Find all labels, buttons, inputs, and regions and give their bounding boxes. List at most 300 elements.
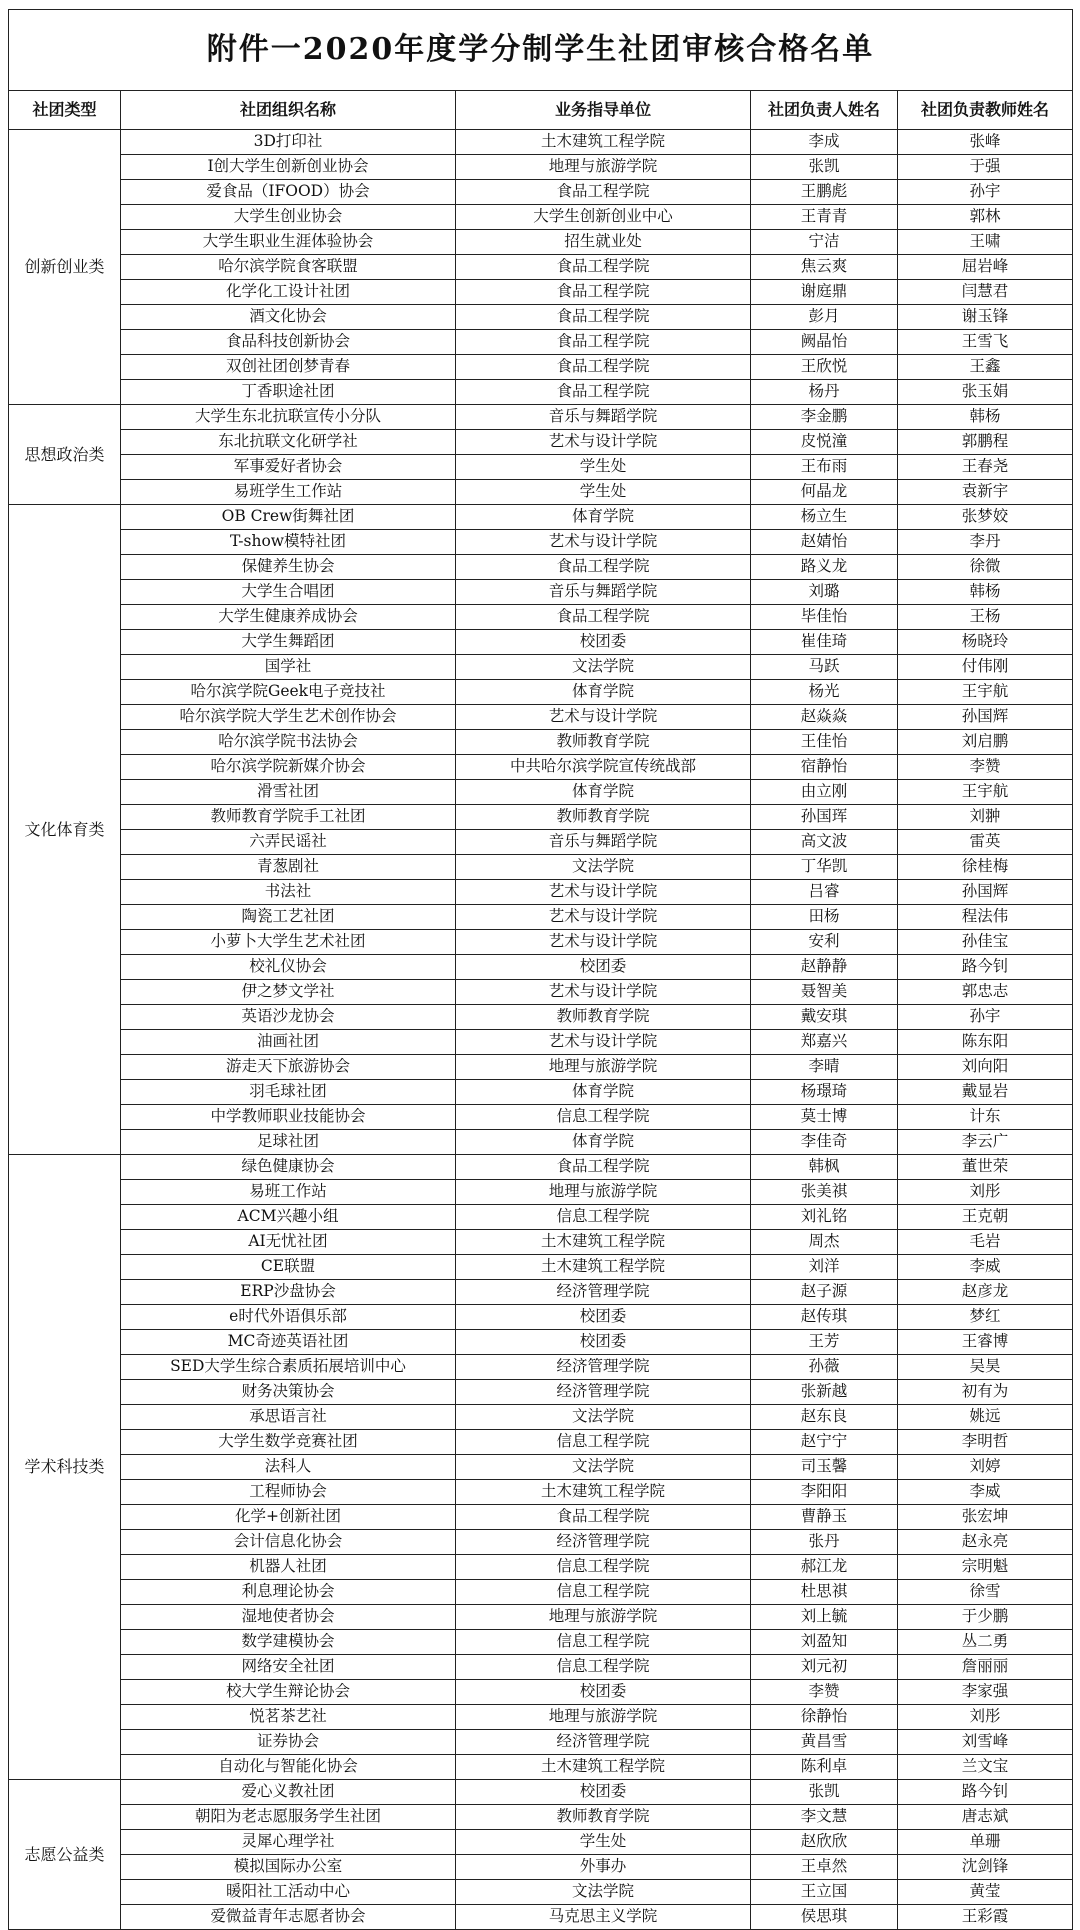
club-name-cell: 灵犀心理学社: [121, 1830, 456, 1855]
roster-table: [8, 9, 1073, 1930]
faculty-advisor-cell: 徐雪: [898, 1580, 1073, 1605]
faculty-advisor-cell: 王彩霞: [898, 1905, 1073, 1930]
club-name-cell: 军事爱好者协会: [121, 455, 456, 480]
faculty-advisor-cell: 路今钊: [898, 1780, 1073, 1805]
faculty-advisor-cell: 刘婷: [898, 1455, 1073, 1480]
student-leader-cell: 徐静怡: [751, 1705, 898, 1730]
faculty-advisor-cell: 王杨: [898, 605, 1073, 630]
student-leader-cell: 赵婧怡: [751, 530, 898, 555]
student-leader-cell: 李文慧: [751, 1805, 898, 1830]
student-leader-cell: 安利: [751, 930, 898, 955]
club-name-cell: ACM兴趣小组: [121, 1205, 456, 1230]
supervising-unit-cell: 教师教育学院: [456, 730, 751, 755]
table-row: [9, 505, 1073, 530]
roster-sheet: [8, 9, 1072, 1926]
club-name-cell: 教师教育学院手工社团: [121, 805, 456, 830]
faculty-advisor-cell: 宗明魁: [898, 1555, 1073, 1580]
student-leader-cell: 彭月: [751, 305, 898, 330]
club-name-cell: 伊之梦文学社: [121, 980, 456, 1005]
supervising-unit-cell: 招生就业处: [456, 230, 751, 255]
student-leader-cell: 谢庭鼎: [751, 280, 898, 305]
supervising-unit-cell: 体育学院: [456, 1080, 751, 1105]
student-leader-cell: 杨立生: [751, 505, 898, 530]
club-name-cell: 大学生职业生涯体验协会: [121, 230, 456, 255]
header-club-type: 社团类型: [9, 91, 121, 130]
student-leader-cell: 赵静静: [751, 955, 898, 980]
club-name-cell: 校礼仪协会: [121, 955, 456, 980]
club-name-cell: 国学社: [121, 655, 456, 680]
table-row: [9, 1205, 1073, 1230]
faculty-advisor-cell: 孙国辉: [898, 880, 1073, 905]
club-name-cell: MC奇迹英语社团: [121, 1330, 456, 1355]
table-row: [9, 1330, 1073, 1355]
faculty-advisor-cell: 董世荣: [898, 1155, 1073, 1180]
student-leader-cell: 赵宁宁: [751, 1430, 898, 1455]
table-row: [9, 730, 1073, 755]
club-name-cell: 东北抗联文化研学社: [121, 430, 456, 455]
table-row: [9, 580, 1073, 605]
student-leader-cell: 赵焱焱: [751, 705, 898, 730]
student-leader-cell: 何晶龙: [751, 480, 898, 505]
supervising-unit-cell: 文法学院: [456, 655, 751, 680]
club-name-cell: 大学生数学竞赛社团: [121, 1430, 456, 1455]
table-row: [9, 1305, 1073, 1330]
faculty-advisor-cell: 于强: [898, 155, 1073, 180]
table-row: [9, 330, 1073, 355]
table-row: [9, 955, 1073, 980]
student-leader-cell: 刘元初: [751, 1655, 898, 1680]
student-leader-cell: 张新越: [751, 1380, 898, 1405]
faculty-advisor-cell: 闫慧君: [898, 280, 1073, 305]
supervising-unit-cell: 地理与旅游学院: [456, 1180, 751, 1205]
table-row: [9, 1630, 1073, 1655]
club-name-cell: 爱微益青年志愿者协会: [121, 1905, 456, 1930]
supervising-unit-cell: 教师教育学院: [456, 1805, 751, 1830]
supervising-unit-cell: 信息工程学院: [456, 1430, 751, 1455]
table-row: [9, 1505, 1073, 1530]
supervising-unit-cell: 经济管理学院: [456, 1530, 751, 1555]
table-row: [9, 180, 1073, 205]
table-row: [9, 380, 1073, 405]
club-name-cell: AI无忧社团: [121, 1230, 456, 1255]
supervising-unit-cell: 土木建筑工程学院: [456, 130, 751, 155]
faculty-advisor-cell: 詹丽丽: [898, 1655, 1073, 1680]
faculty-advisor-cell: 戴显岩: [898, 1080, 1073, 1105]
table-row: [9, 1705, 1073, 1730]
student-leader-cell: 李阳阳: [751, 1480, 898, 1505]
faculty-advisor-cell: 沈剑锋: [898, 1855, 1073, 1880]
student-leader-cell: 郑嘉兴: [751, 1030, 898, 1055]
club-name-cell: 大学生健康养成协会: [121, 605, 456, 630]
table-row: [9, 1430, 1073, 1455]
supervising-unit-cell: 食品工程学院: [456, 180, 751, 205]
student-leader-cell: 孙国珲: [751, 805, 898, 830]
student-leader-cell: 杨丹: [751, 380, 898, 405]
supervising-unit-cell: 食品工程学院: [456, 605, 751, 630]
supervising-unit-cell: 信息工程学院: [456, 1555, 751, 1580]
document-title: 附件一2020年度学分制学生社团审核合格名单: [9, 10, 1073, 91]
club-name-cell: 哈尔滨学院书法协会: [121, 730, 456, 755]
faculty-advisor-cell: 张梦姣: [898, 505, 1073, 530]
table-row: [9, 1480, 1073, 1505]
table-row: [9, 205, 1073, 230]
table-row: [9, 1855, 1073, 1880]
supervising-unit-cell: 大学生创新创业中心: [456, 205, 751, 230]
faculty-advisor-cell: 王啸: [898, 230, 1073, 255]
supervising-unit-cell: 食品工程学院: [456, 1155, 751, 1180]
club-name-cell: 大学生创业协会: [121, 205, 456, 230]
supervising-unit-cell: 艺术与设计学院: [456, 930, 751, 955]
student-leader-cell: 王欣悦: [751, 355, 898, 380]
table-row: [9, 280, 1073, 305]
faculty-advisor-cell: 郭忠志: [898, 980, 1073, 1005]
table-row: [9, 1055, 1073, 1080]
club-name-cell: 保健养生协会: [121, 555, 456, 580]
faculty-advisor-cell: 王雪飞: [898, 330, 1073, 355]
club-name-cell: 哈尔滨学院Geek电子竞技社: [121, 680, 456, 705]
club-name-cell: 利息理论协会: [121, 1580, 456, 1605]
table-row: [9, 1405, 1073, 1430]
club-name-cell: 易班工作站: [121, 1180, 456, 1205]
supervising-unit-cell: 经济管理学院: [456, 1380, 751, 1405]
club-name-cell: 青葱剧社: [121, 855, 456, 880]
student-leader-cell: 张凯: [751, 1780, 898, 1805]
club-name-cell: 自动化与智能化协会: [121, 1755, 456, 1780]
supervising-unit-cell: 地理与旅游学院: [456, 1605, 751, 1630]
student-leader-cell: 周杰: [751, 1230, 898, 1255]
club-name-cell: T-show模特社团: [121, 530, 456, 555]
club-name-cell: 机器人社团: [121, 1555, 456, 1580]
student-leader-cell: 路义龙: [751, 555, 898, 580]
faculty-advisor-cell: 张峰: [898, 130, 1073, 155]
club-category-cell: 文化体育类: [9, 505, 121, 1155]
supervising-unit-cell: 地理与旅游学院: [456, 1705, 751, 1730]
supervising-unit-cell: 艺术与设计学院: [456, 430, 751, 455]
table-row: [9, 230, 1073, 255]
student-leader-cell: 王佳怡: [751, 730, 898, 755]
table-row: [9, 1455, 1073, 1480]
supervising-unit-cell: 经济管理学院: [456, 1355, 751, 1380]
faculty-advisor-cell: 袁新宇: [898, 480, 1073, 505]
supervising-unit-cell: 食品工程学院: [456, 1505, 751, 1530]
supervising-unit-cell: 信息工程学院: [456, 1630, 751, 1655]
student-leader-cell: 毕佳怡: [751, 605, 898, 630]
student-leader-cell: 田杨: [751, 905, 898, 930]
faculty-advisor-cell: 姚远: [898, 1405, 1073, 1430]
faculty-advisor-cell: 李赞: [898, 755, 1073, 780]
club-name-cell: OB Crew街舞社团: [121, 505, 456, 530]
supervising-unit-cell: 地理与旅游学院: [456, 155, 751, 180]
club-name-cell: e时代外语俱乐部: [121, 1305, 456, 1330]
faculty-advisor-cell: 程法伟: [898, 905, 1073, 930]
student-leader-cell: 刘上毓: [751, 1605, 898, 1630]
table-row: [9, 1080, 1073, 1105]
faculty-advisor-cell: 屈岩峰: [898, 255, 1073, 280]
club-name-cell: 化学化工设计社团: [121, 280, 456, 305]
faculty-advisor-cell: 徐桂梅: [898, 855, 1073, 880]
faculty-advisor-cell: 丛二勇: [898, 1630, 1073, 1655]
student-leader-cell: 张美祺: [751, 1180, 898, 1205]
club-name-cell: I创大学生创新创业协会: [121, 155, 456, 180]
supervising-unit-cell: 经济管理学院: [456, 1280, 751, 1305]
faculty-advisor-cell: 王睿博: [898, 1330, 1073, 1355]
club-name-cell: ERP沙盘协会: [121, 1280, 456, 1305]
supervising-unit-cell: 校团委: [456, 955, 751, 980]
supervising-unit-cell: 体育学院: [456, 505, 751, 530]
club-name-cell: 爱食品（IFOOD）协会: [121, 180, 456, 205]
table-row: [9, 1155, 1073, 1180]
faculty-advisor-cell: 毛岩: [898, 1230, 1073, 1255]
faculty-advisor-cell: 张玉娟: [898, 380, 1073, 405]
supervising-unit-cell: 食品工程学院: [456, 330, 751, 355]
club-name-cell: 哈尔滨学院食客联盟: [121, 255, 456, 280]
faculty-advisor-cell: 初有为: [898, 1380, 1073, 1405]
faculty-advisor-cell: 徐微: [898, 555, 1073, 580]
student-leader-cell: 王鹏彪: [751, 180, 898, 205]
table-row: [9, 305, 1073, 330]
supervising-unit-cell: 音乐与舞蹈学院: [456, 405, 751, 430]
club-name-cell: 绿色健康协会: [121, 1155, 456, 1180]
table-row: [9, 1830, 1073, 1855]
header-club-name: 社团组织名称: [121, 91, 456, 130]
student-leader-cell: 李赞: [751, 1680, 898, 1705]
faculty-advisor-cell: 郭林: [898, 205, 1073, 230]
club-name-cell: 六弄民谣社: [121, 830, 456, 855]
supervising-unit-cell: 文法学院: [456, 1880, 751, 1905]
club-name-cell: 证券协会: [121, 1730, 456, 1755]
faculty-advisor-cell: 孙宇: [898, 1005, 1073, 1030]
table-row: [9, 1380, 1073, 1405]
faculty-advisor-cell: 李威: [898, 1255, 1073, 1280]
student-leader-cell: 孙薇: [751, 1355, 898, 1380]
supervising-unit-cell: 学生处: [456, 480, 751, 505]
supervising-unit-cell: 艺术与设计学院: [456, 905, 751, 930]
student-leader-cell: 赵东良: [751, 1405, 898, 1430]
student-leader-cell: 张凯: [751, 155, 898, 180]
club-name-cell: 承思语言社: [121, 1405, 456, 1430]
club-name-cell: 哈尔滨学院新媒介协会: [121, 755, 456, 780]
student-leader-cell: 宿静怡: [751, 755, 898, 780]
table-row: [9, 1555, 1073, 1580]
student-leader-cell: 王青青: [751, 205, 898, 230]
header-supervising-unit: 业务指导单位: [456, 91, 751, 130]
table-row: [9, 705, 1073, 730]
student-leader-cell: 王卓然: [751, 1855, 898, 1880]
club-name-cell: 大学生合唱团: [121, 580, 456, 605]
supervising-unit-cell: 文法学院: [456, 855, 751, 880]
table-row: [9, 1130, 1073, 1155]
table-row: [9, 630, 1073, 655]
club-name-cell: 悦茗茶艺社: [121, 1705, 456, 1730]
faculty-advisor-cell: 韩杨: [898, 580, 1073, 605]
faculty-advisor-cell: 刘彤: [898, 1705, 1073, 1730]
supervising-unit-cell: 学生处: [456, 455, 751, 480]
student-leader-cell: 赵子源: [751, 1280, 898, 1305]
table-row: [9, 1805, 1073, 1830]
club-name-cell: 湿地使者协会: [121, 1605, 456, 1630]
student-leader-cell: 王立国: [751, 1880, 898, 1905]
student-leader-cell: 杨光: [751, 680, 898, 705]
table-row: [9, 1655, 1073, 1680]
faculty-advisor-cell: 王克朝: [898, 1205, 1073, 1230]
supervising-unit-cell: 文法学院: [456, 1455, 751, 1480]
faculty-advisor-cell: 郭鹏程: [898, 430, 1073, 455]
club-name-cell: 书法社: [121, 880, 456, 905]
faculty-advisor-cell: 梦红: [898, 1305, 1073, 1330]
club-name-cell: 朝阳为老志愿服务学生社团: [121, 1805, 456, 1830]
club-name-cell: 滑雪社团: [121, 780, 456, 805]
club-category-cell: 思想政治类: [9, 405, 121, 505]
student-leader-cell: 侯思琪: [751, 1905, 898, 1930]
club-name-cell: 法科人: [121, 1455, 456, 1480]
student-leader-cell: 李佳奇: [751, 1130, 898, 1155]
table-row: [9, 1105, 1073, 1130]
club-name-cell: 会计信息化协会: [121, 1530, 456, 1555]
table-row: [9, 1255, 1073, 1280]
club-name-cell: 大学生舞蹈团: [121, 630, 456, 655]
student-leader-cell: 刘礼铭: [751, 1205, 898, 1230]
club-name-cell: 财务决策协会: [121, 1380, 456, 1405]
table-row: [9, 855, 1073, 880]
club-name-cell: 陶瓷工艺社团: [121, 905, 456, 930]
faculty-advisor-cell: 王宇航: [898, 780, 1073, 805]
club-name-cell: 英语沙龙协会: [121, 1005, 456, 1030]
supervising-unit-cell: 信息工程学院: [456, 1655, 751, 1680]
faculty-advisor-cell: 付伟刚: [898, 655, 1073, 680]
supervising-unit-cell: 音乐与舞蹈学院: [456, 580, 751, 605]
table-row: [9, 805, 1073, 830]
supervising-unit-cell: 教师教育学院: [456, 1005, 751, 1030]
faculty-advisor-cell: 刘彤: [898, 1180, 1073, 1205]
student-leader-cell: 李晴: [751, 1055, 898, 1080]
supervising-unit-cell: 地理与旅游学院: [456, 1055, 751, 1080]
table-row: [9, 1880, 1073, 1905]
club-name-cell: 爱心义教社团: [121, 1780, 456, 1805]
club-name-cell: 易班学生工作站: [121, 480, 456, 505]
supervising-unit-cell: 食品工程学院: [456, 255, 751, 280]
supervising-unit-cell: 艺术与设计学院: [456, 530, 751, 555]
supervising-unit-cell: 文法学院: [456, 1405, 751, 1430]
supervising-unit-cell: 音乐与舞蹈学院: [456, 830, 751, 855]
table-row: [9, 605, 1073, 630]
table-row: [9, 155, 1073, 180]
supervising-unit-cell: 艺术与设计学院: [456, 705, 751, 730]
student-leader-cell: 司玉馨: [751, 1455, 898, 1480]
club-name-cell: 模拟国际办公室: [121, 1855, 456, 1880]
supervising-unit-cell: 土木建筑工程学院: [456, 1755, 751, 1780]
faculty-advisor-cell: 杨晓玲: [898, 630, 1073, 655]
faculty-advisor-cell: 王鑫: [898, 355, 1073, 380]
table-row: [9, 680, 1073, 705]
supervising-unit-cell: 校团委: [456, 630, 751, 655]
table-row: [9, 430, 1073, 455]
student-leader-cell: 吕睿: [751, 880, 898, 905]
supervising-unit-cell: 土木建筑工程学院: [456, 1230, 751, 1255]
student-leader-cell: 赵欣欣: [751, 1830, 898, 1855]
supervising-unit-cell: 土木建筑工程学院: [456, 1480, 751, 1505]
faculty-advisor-cell: 刘向阳: [898, 1055, 1073, 1080]
student-leader-cell: 李金鹏: [751, 405, 898, 430]
faculty-advisor-cell: 计东: [898, 1105, 1073, 1130]
table-row: [9, 980, 1073, 1005]
faculty-advisor-cell: 孙佳宝: [898, 930, 1073, 955]
student-leader-cell: 杨璟琦: [751, 1080, 898, 1105]
header-faculty-advisor: 社团负责教师姓名: [898, 91, 1073, 130]
supervising-unit-cell: 经济管理学院: [456, 1730, 751, 1755]
table-row: [9, 130, 1073, 155]
faculty-advisor-cell: 陈东阳: [898, 1030, 1073, 1055]
table-row: [9, 405, 1073, 430]
supervising-unit-cell: 艺术与设计学院: [456, 980, 751, 1005]
student-leader-cell: 刘盈知: [751, 1630, 898, 1655]
club-name-cell: SED大学生综合素质拓展培训中心: [121, 1355, 456, 1380]
supervising-unit-cell: 体育学院: [456, 680, 751, 705]
faculty-advisor-cell: 雷英: [898, 830, 1073, 855]
club-category-cell: 创新创业类: [9, 130, 121, 405]
table-row: [9, 1755, 1073, 1780]
faculty-advisor-cell: 孙宇: [898, 180, 1073, 205]
club-name-cell: 足球社团: [121, 1130, 456, 1155]
table-row: [9, 1530, 1073, 1555]
club-name-cell: 3D打印社: [121, 130, 456, 155]
table-row: [9, 530, 1073, 555]
faculty-advisor-cell: 李云广: [898, 1130, 1073, 1155]
student-leader-cell: 阙晶怡: [751, 330, 898, 355]
club-name-cell: 油画社团: [121, 1030, 456, 1055]
faculty-advisor-cell: 于少鹏: [898, 1605, 1073, 1630]
supervising-unit-cell: 校团委: [456, 1680, 751, 1705]
table-row: [9, 555, 1073, 580]
faculty-advisor-cell: 赵彦龙: [898, 1280, 1073, 1305]
club-name-cell: 化学+创新社团: [121, 1505, 456, 1530]
table-row: [9, 930, 1073, 955]
student-leader-cell: 丁华凯: [751, 855, 898, 880]
supervising-unit-cell: 食品工程学院: [456, 380, 751, 405]
faculty-advisor-cell: 李明哲: [898, 1430, 1073, 1455]
student-leader-cell: 杜思祺: [751, 1580, 898, 1605]
table-row: [9, 355, 1073, 380]
supervising-unit-cell: 校团委: [456, 1305, 751, 1330]
faculty-advisor-cell: 刘雪峰: [898, 1730, 1073, 1755]
table-row: [9, 755, 1073, 780]
club-name-cell: 网络安全社团: [121, 1655, 456, 1680]
faculty-advisor-cell: 孙国辉: [898, 705, 1073, 730]
club-name-cell: 哈尔滨学院大学生艺术创作协会: [121, 705, 456, 730]
faculty-advisor-cell: 韩杨: [898, 405, 1073, 430]
student-leader-cell: 陈利卓: [751, 1755, 898, 1780]
column-header-row: [9, 91, 1073, 130]
student-leader-cell: 高文波: [751, 830, 898, 855]
faculty-advisor-cell: 黄莹: [898, 1880, 1073, 1905]
faculty-advisor-cell: 刘翀: [898, 805, 1073, 830]
table-row: [9, 1580, 1073, 1605]
supervising-unit-cell: 信息工程学院: [456, 1580, 751, 1605]
faculty-advisor-cell: 兰文宝: [898, 1755, 1073, 1780]
faculty-advisor-cell: 刘启鹏: [898, 730, 1073, 755]
supervising-unit-cell: 外事办: [456, 1855, 751, 1880]
student-leader-cell: 皮悦潼: [751, 430, 898, 455]
club-category-cell: 学术科技类: [9, 1155, 121, 1780]
club-name-cell: 小萝卜大学生艺术社团: [121, 930, 456, 955]
supervising-unit-cell: 食品工程学院: [456, 280, 751, 305]
student-leader-cell: 宁洁: [751, 230, 898, 255]
supervising-unit-cell: 教师教育学院: [456, 805, 751, 830]
table-row: [9, 1730, 1073, 1755]
faculty-advisor-cell: 李家强: [898, 1680, 1073, 1705]
student-leader-cell: 曹静玉: [751, 1505, 898, 1530]
club-name-cell: 工程师协会: [121, 1480, 456, 1505]
supervising-unit-cell: 中共哈尔滨学院宣传统战部: [456, 755, 751, 780]
